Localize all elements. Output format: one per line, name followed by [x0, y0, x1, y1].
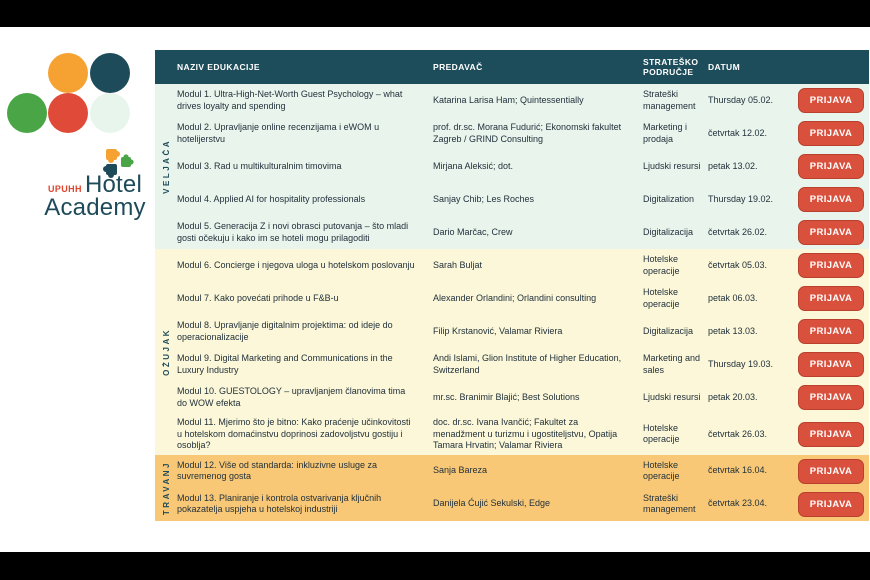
month-rows: [177, 455, 869, 521]
month-label: OŽUJAK: [161, 327, 171, 376]
strategic-area: Strateški management: [643, 88, 696, 111]
strategic-area: Hotelske operacije: [643, 459, 680, 482]
logo-circle-orange: [48, 53, 88, 93]
lecturer-name: Katarina Larisa Ham; Quintessentially: [433, 94, 584, 105]
strategic-area: Ljudski resursi: [643, 160, 701, 171]
session-date: četvrtak 12.02.: [708, 127, 768, 138]
strategic-area: Hotelske operacije: [643, 286, 680, 309]
module-title: Modul 10. GUESTOLOGY – upravljanjem članovima tima do WOW efekta: [177, 385, 406, 408]
table-body: [155, 84, 869, 521]
month-rows: [177, 84, 869, 249]
module-title: Modul 12. Više od standarda: inkluzivne usluge za suvremenog gosta: [177, 459, 377, 482]
month-label-column: [155, 455, 177, 521]
column-header-naziv-edukacije: NAZIV EDUKACIJE: [177, 61, 260, 72]
module-title: Modul 8. Upravljanje digitalnim projektima: od ideje do operacionalizacije: [177, 319, 393, 342]
strategic-area: Digitalizacija: [643, 325, 694, 336]
bottom-letterbox-bar: [0, 552, 870, 580]
strategic-area: Digitalization: [643, 193, 695, 204]
table-row: [177, 216, 869, 249]
prijava-button[interactable]: PRIJAVA: [798, 385, 864, 410]
prijava-button[interactable]: PRIJAVA: [798, 286, 864, 311]
session-date: četvrtak 26.03.: [708, 428, 768, 439]
table-row: [177, 414, 869, 455]
table-row: [177, 488, 869, 521]
table-row: [177, 183, 869, 216]
strategic-area: Strateški management: [643, 492, 696, 515]
module-title: Modul 1. Ultra-High-Net-Worth Guest Psychology – what drives loyalty and spending: [177, 88, 403, 111]
module-title: Modul 9. Digital Marketing and Communications in the Luxury Industry: [177, 352, 393, 375]
month-group: [155, 249, 869, 455]
logo-circle-mint: [90, 93, 130, 133]
lecturer-name: prof. dr.sc. Morana Fudurić; Ekonomski fakultet Zagreb / GRIND Consulting: [433, 121, 622, 144]
lecturer-name: Danijela Ćujić Sekulski, Edge: [433, 498, 551, 509]
prijava-button[interactable]: PRIJAVA: [798, 121, 864, 146]
module-title: Modul 6. Concierge i njegova uloga u hotelskom poslovanju: [177, 259, 415, 270]
session-date: Thursday 19.02.: [708, 193, 774, 204]
logo-circle-teal: [90, 53, 130, 93]
top-letterbox-bar: [0, 0, 870, 27]
lecturer-name: Andi Islami, Glion Institute of Higher Education, Switzerland: [433, 352, 622, 375]
module-title: Modul 2. Upravljanje online recenzijama i eWOM u hotelijerstvu: [177, 121, 380, 144]
prijava-button[interactable]: PRIJAVA: [798, 154, 864, 179]
table-row: [177, 348, 869, 381]
logo-circle-green: [7, 93, 47, 133]
table-row: [177, 455, 869, 488]
table-row: [177, 84, 869, 117]
session-date: četvrtak 26.02.: [708, 226, 768, 237]
month-label: TRAVANJ: [161, 460, 171, 515]
strategic-area: Ljudski resursi: [643, 391, 701, 402]
module-title: Modul 4. Applied AI for hospitality professionals: [177, 193, 366, 204]
module-title: Modul 11. Mjerimo što je bitno: Kako praćenje učinkovitosti u hotelskom domaćinstvu doprinosi zadovoljstvu gostiju i osoblja?: [177, 417, 411, 451]
table-row: [177, 315, 869, 348]
lecturer-name: Filip Krstanović, Valamar Riviera: [433, 325, 563, 336]
session-date: petak 20.03.: [708, 391, 758, 402]
upuhh-label: UPUHH: [47, 184, 82, 194]
month-rows: [177, 249, 869, 455]
module-title: Modul 3. Rad u multikulturalnim timovima: [177, 160, 342, 171]
prijava-button[interactable]: PRIJAVA: [798, 459, 864, 484]
month-group: [155, 455, 869, 521]
upuhh-hotel-academy-logo: [0, 27, 150, 267]
strategic-area: Hotelske operacije: [643, 422, 680, 445]
session-date: petak 13.03.: [708, 325, 758, 336]
month-label-column: [155, 84, 177, 249]
hotel-label: Hotel: [84, 171, 142, 198]
session-date: četvrtak 23.04.: [708, 498, 768, 509]
strategic-area: Hotelske operacije: [643, 253, 680, 276]
slide-content: [0, 27, 870, 552]
table-row: [177, 249, 869, 282]
lecturer-name: doc. dr.sc. Ivana Ivančić; Fakultet za menadžment u turizmu i ugostiteljstvu, Opatija Tamara Hrvatin; Valamar Riviera: [433, 417, 618, 451]
prijava-button[interactable]: PRIJAVA: [798, 187, 864, 212]
session-date: četvrtak 05.03.: [708, 259, 768, 270]
module-title: Modul 5. Generacija Z i novi obrasci putovanja – što mladi gosti očekuju i kako im se hoteli mogu prilagoditi: [177, 220, 409, 243]
prijava-button[interactable]: PRIJAVA: [798, 492, 864, 517]
month-group: [155, 84, 869, 249]
lecturer-name: Alexander Orlandini; Orlandini consulting: [433, 292, 597, 303]
prijava-button[interactable]: PRIJAVA: [798, 352, 864, 377]
session-date: petak 06.03.: [708, 292, 758, 303]
strategic-area: Marketing and sales: [643, 352, 701, 375]
prijava-button[interactable]: PRIJAVA: [798, 253, 864, 278]
prijava-button[interactable]: PRIJAVA: [798, 422, 864, 447]
column-header-stratesko-podrucje: STRATEŠKO PODRUČJE: [643, 56, 699, 77]
module-title: Modul 7. Kako povećati prihode u F&B-u: [177, 292, 339, 303]
session-date: Thursday 05.02.: [708, 94, 774, 105]
lecturer-name: Mirjana Aleksić; dot.: [433, 160, 514, 171]
academy-label: Academy: [44, 194, 146, 221]
table-row: [177, 117, 869, 150]
session-date: Thursday 19.03.: [708, 358, 774, 369]
lecturer-name: Sarah Buljat: [433, 259, 483, 270]
table-row: [177, 381, 869, 414]
lecturer-name: mr.sc. Branimir Blajić; Best Solutions: [433, 391, 580, 402]
lecturer-name: Sanjay Chib; Les Roches: [433, 193, 535, 204]
table-row: [177, 282, 869, 315]
column-header-predavac: PREDAVAČ: [433, 61, 483, 72]
table-header-row: [155, 50, 869, 84]
strategic-area: Marketing i prodaja: [643, 121, 688, 144]
table-row: [177, 150, 869, 183]
prijava-button[interactable]: PRIJAVA: [798, 319, 864, 344]
strategic-area: Digitalizacija: [643, 226, 694, 237]
column-header-datum: DATUM: [708, 61, 741, 72]
month-label: VELJAČA: [161, 139, 171, 194]
session-date: četvrtak 16.04.: [708, 465, 768, 476]
month-label-column: [155, 249, 177, 455]
prijava-button[interactable]: PRIJAVA: [798, 88, 864, 113]
session-date: petak 13.02.: [708, 160, 758, 171]
lecturer-name: Dario Marčac, Crew: [433, 226, 513, 237]
module-title: Modul 13. Planiranje i kontrola ostvarivanja ključnih pokazatelja uspjeha u hotelskoj industriji: [177, 492, 382, 515]
logo-wordmark: [40, 171, 150, 222]
prijava-button[interactable]: PRIJAVA: [798, 220, 864, 245]
education-schedule-table: [155, 50, 869, 521]
lecturer-name: Sanja Bareza: [433, 465, 488, 476]
logo-circle-red: [48, 93, 88, 133]
